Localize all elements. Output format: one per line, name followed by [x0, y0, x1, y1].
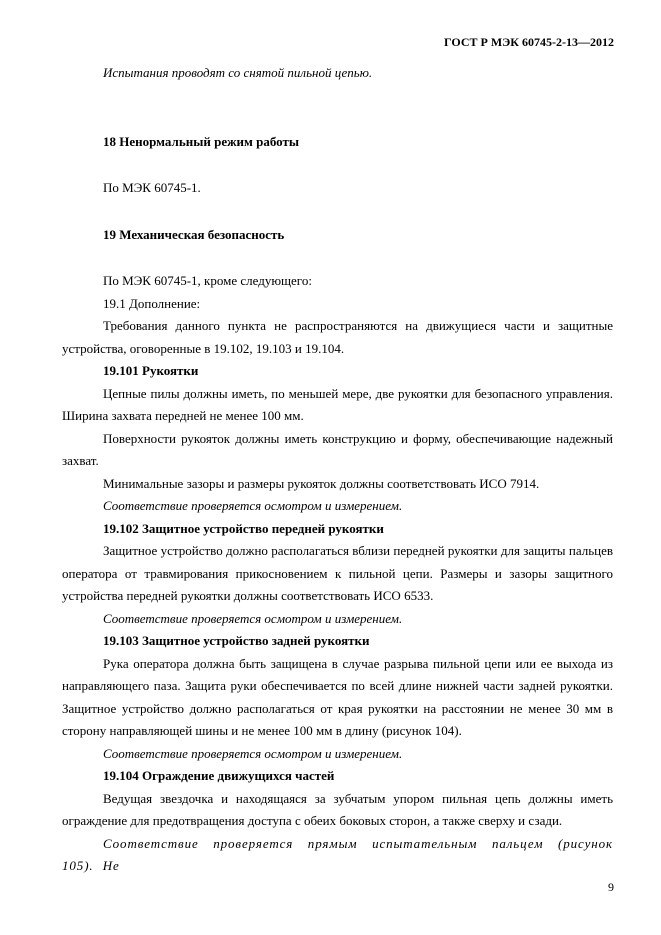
paragraph-19-102-a: Защитное устройство должно располагаться вблизи передней рукоятки для защиты пальцев оператора от травмирования прикосновением к пильной цепи. Размеры и зазоры защитного устройства передней рукоятки должны соответствовать ИСО 6533.: [62, 543, 613, 603]
spacer: [62, 200, 613, 224]
paragraph-19-1: 19.1 Дополнение:: [103, 295, 201, 311]
page-number: 9: [608, 880, 614, 894]
paragraph-19-104-compliance: Соответствие проверяется прямым испытательным пальцем (рисунок 105). Не: [62, 835, 613, 873]
paragraph-19-104-a: Ведущая звездочка и находящаяся за зубчатым упором пильная цепь должны иметь ограждение для предотвращения доступа с обеих боковых сторон, а также сверху и сзади.: [62, 790, 613, 828]
paragraph-19-103-a: Рука оператора должна быть защищена в случае разрыва пильной цепи или ее выхода из направляющего паза. Защита руки обеспечивается по всей длине нижней части задней рукоятки. Защитное устройство должно располагаться от края рукоятки на расстоянии не менее 30 мм в сторону направляющей шины и не менее 100 мм в длину (рисунок 104).: [62, 655, 613, 738]
paragraph-19-102-compliance: Соответствие проверяется осмотром и измерением.: [103, 610, 403, 626]
paragraph-19-101-b: Поверхности рукояток должны иметь конструкцию и форму, обеспечивающие надежный захват.: [62, 430, 613, 468]
paragraph-18: По МЭК 60745-1.: [103, 180, 201, 195]
section-heading-18: 18 Ненормальный режим работы: [103, 133, 300, 149]
paragraph-19-101-c: Минимальные зазоры и размеры рукояток должны соответствовать ИСО 7914.: [103, 475, 540, 491]
subsection-heading-19-104: 19.104 Ограждение движущихся частей: [103, 768, 335, 783]
spacer: [62, 153, 613, 177]
subsection-heading-19-102: 19.102 Защитное устройство передней рукоятки: [103, 520, 384, 536]
subsection-heading-19-103: 19.103 Защитное устройство задней рукоятки: [103, 633, 370, 648]
paragraph-19-101-a: Цепные пилы должны иметь, по меньшей мере, две рукоятки для безопасного управления. Ширина захвата передней не менее 100 мм.: [62, 385, 613, 423]
section-heading-19: 19 Механическая безопасность: [103, 226, 285, 242]
paragraph-19-intro: По МЭК 60745-1, кроме следующего:: [103, 273, 312, 288]
paragraph-19-103-compliance: Соответствие проверяется осмотром и измерением.: [103, 745, 403, 761]
spacer: [62, 246, 613, 270]
document-code-header: ГОСТ Р МЭК 60745-2-13—2012: [444, 35, 614, 49]
spacer: [62, 85, 613, 131]
paragraph-test-note: Испытания проводят со снятой пильной цепью.: [103, 65, 373, 80]
page-body: [62, 62, 613, 878]
paragraph-19-1-text: Требования данного пункта не распространяются на движущиеся части и защитные устройства, оговоренные в 19.102, 19.103 и 19.104.: [62, 318, 613, 356]
paragraph-19-101-compliance: Соответствие проверяется осмотром и измерением.: [103, 498, 403, 513]
subsection-heading-19-101: 19.101 Рукоятки: [103, 363, 199, 378]
